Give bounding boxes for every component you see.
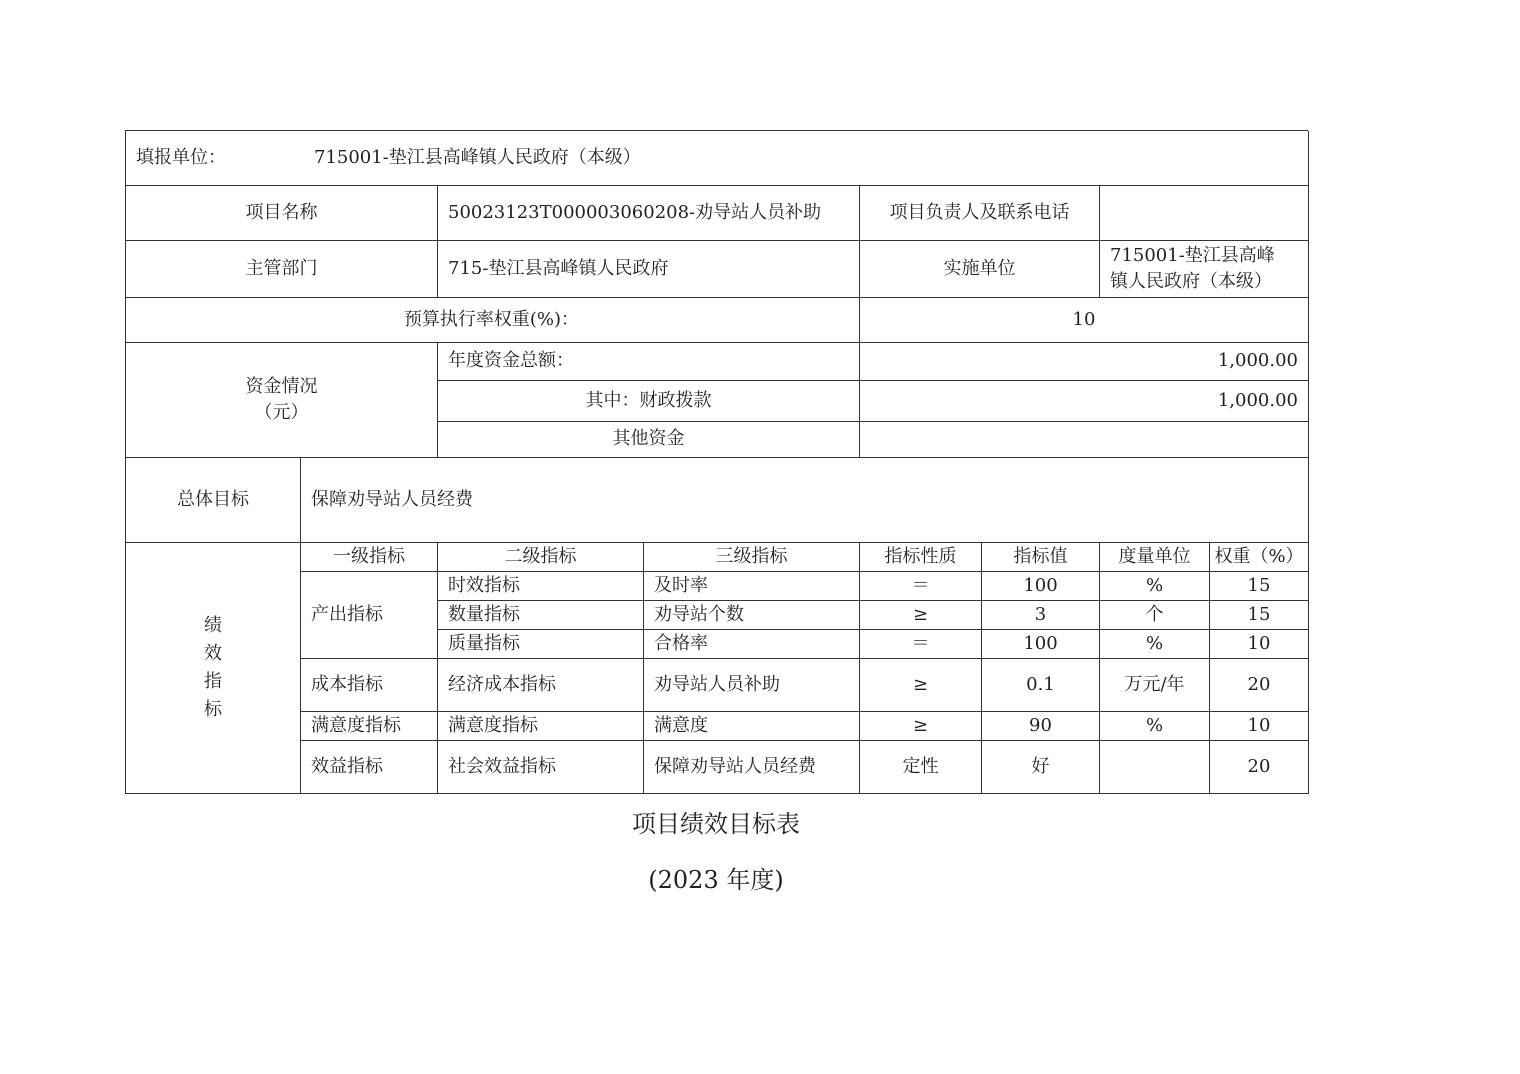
indicator-level2: 时效指标: [438, 572, 644, 601]
performance-label: [126, 543, 301, 794]
funds-fiscal-value: 1,000.00: [860, 381, 1309, 422]
indicator-level3: 劝导站个数: [644, 601, 860, 630]
group-cost: 成本指标: [301, 659, 438, 712]
group-satisfaction: 满意度指标: [301, 712, 438, 741]
indicator-level2: 社会效益指标: [438, 741, 644, 794]
indicator-level3: 劝导站人员补助: [644, 659, 860, 712]
indicator-level2: 经济成本指标: [438, 659, 644, 712]
indicator-weight: 15: [1210, 572, 1309, 601]
funds-fiscal-label: 其中：财政拨款: [438, 381, 860, 422]
indicator-unit: [1100, 741, 1210, 794]
budget-weight-value: 10: [860, 298, 1309, 343]
funds-other-label: 其他资金: [438, 422, 860, 458]
indicator-weight: 10: [1210, 630, 1309, 659]
dept-value: 715-垫江县高峰镇人民政府: [438, 241, 860, 298]
performance-label-char: 效: [204, 643, 222, 665]
indicator-unit: 个: [1100, 601, 1210, 630]
indicator-value: 90: [982, 712, 1100, 741]
performance-label-char: 绩: [204, 615, 222, 637]
goal-label: 总体目标: [126, 458, 301, 543]
document-year: (2023 年度): [648, 866, 784, 894]
indicator-nature: ＝: [860, 572, 982, 601]
indicator-nature: ≥: [860, 712, 982, 741]
indicator-unit: %: [1100, 572, 1210, 601]
impl-unit-value-line1: 715001-垫江县高峰: [1110, 244, 1275, 266]
impl-unit-label: 实施单位: [860, 241, 1100, 298]
indicator-weight: 20: [1210, 741, 1309, 794]
indicator-value: 3: [982, 601, 1100, 630]
indicator-unit: 万元/年: [1100, 659, 1210, 712]
project-name-value: 50023123T000003060208-劝导站人员补助: [438, 186, 860, 241]
reporting-unit-value: 715001-垫江县高峰镇人民政府（本级）: [314, 146, 641, 168]
indicator-level2: 满意度指标: [438, 712, 644, 741]
indicator-level2: 数量指标: [438, 601, 644, 630]
indicator-level3: 满意度: [644, 712, 860, 741]
indicator-value: 100: [982, 572, 1100, 601]
indicator-level2: 质量指标: [438, 630, 644, 659]
indicator-level3: 及时率: [644, 572, 860, 601]
indicator-unit: %: [1100, 712, 1210, 741]
indicator-value: 100: [982, 630, 1100, 659]
reporting-unit-row: [126, 131, 1309, 186]
project-owner-value: [1100, 186, 1309, 241]
indicator-weight: 15: [1210, 601, 1309, 630]
group-output: 产出指标: [301, 572, 438, 659]
funds-total-label: 年度资金总额：: [438, 343, 860, 381]
col-header-level3: 三级指标: [644, 543, 860, 572]
dept-label: 主管部门: [126, 241, 438, 298]
document-title: 项目绩效目标表: [632, 810, 800, 838]
reporting-unit-label: 填报单位：: [136, 146, 226, 168]
performance-label-char: 指: [204, 671, 222, 692]
project-owner-label: 项目负责人及联系电话: [860, 186, 1100, 241]
indicator-level3: 保障劝导站人员经费: [644, 741, 860, 794]
indicator-nature: ＝: [860, 630, 982, 659]
indicator-value: 好: [982, 741, 1100, 794]
indicator-weight: 10: [1210, 712, 1309, 741]
col-header-value: 指标值: [982, 543, 1100, 572]
col-header-weight: 权重（%）: [1210, 543, 1309, 572]
col-header-level1: 一级指标: [301, 543, 438, 572]
col-header-nature: 指标性质: [860, 543, 982, 572]
impl-unit-value-line2: 镇人民政府（本级）: [1110, 271, 1272, 292]
indicator-value: 0.1: [982, 659, 1100, 712]
funds-label-line2: （元）: [254, 402, 309, 423]
indicator-nature: 定性: [860, 741, 982, 794]
project-name-label: 项目名称: [126, 186, 438, 241]
funds-label-line1: 资金情况: [245, 375, 318, 397]
indicator-weight: 20: [1210, 659, 1309, 712]
funds-label: [126, 343, 438, 458]
indicator-level3: 合格率: [644, 630, 860, 659]
performance-label-char: 标: [204, 698, 222, 720]
indicator-unit: %: [1100, 630, 1210, 659]
group-benefit: 效益指标: [301, 741, 438, 794]
performance-target-table: [125, 130, 1308, 794]
goal-value: 保障劝导站人员经费: [301, 458, 1309, 543]
impl-unit-value: [1100, 241, 1309, 298]
funds-total-value: 1,000.00: [860, 343, 1309, 381]
indicator-nature: ≥: [860, 659, 982, 712]
col-header-level2: 二级指标: [438, 543, 644, 572]
budget-weight-label: 预算执行率权重(%)：: [126, 298, 860, 343]
indicator-nature: ≥: [860, 601, 982, 630]
funds-other-value: [860, 422, 1309, 458]
col-header-unit: 度量单位: [1100, 543, 1210, 572]
